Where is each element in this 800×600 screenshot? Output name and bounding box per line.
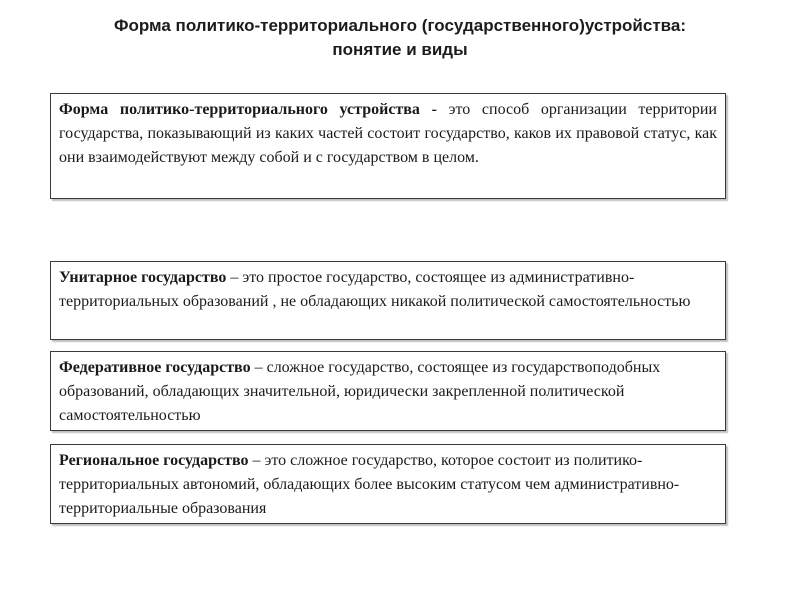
definition-term: Форма политико-территориального устройства -: [59, 101, 437, 118]
definition-box: [50, 93, 726, 199]
slide-title: [40, 14, 760, 62]
slide-title-line-1: Форма политико-территориального (государственного)устройства:: [113, 16, 687, 35]
regional-state-term: Региональное государство: [59, 452, 249, 469]
federal-state-text: – сложное государство, состоящее из государствоподобных образований, обладающих значительной, юридически закрепленной политической самостоятельностью: [59, 359, 661, 424]
definition-text: это способ организации территории государства, показывающий из каких частей состоит государство, каков их правовой статус, как они взаимодействуют между собой и с государством в целом.: [59, 101, 717, 166]
unitary-state-term: Унитарное государство: [59, 269, 227, 286]
unitary-state-text: – это простое государство, состоящее из административно-территориальных образований , не обладающих никакой политической самостоятельностью: [59, 269, 691, 310]
slide-title-line-2: понятие и виды: [332, 40, 468, 59]
federal-state-term: Федеративное государство: [59, 359, 251, 376]
unitary-state-box: [50, 261, 726, 340]
federal-state-box: [50, 351, 726, 431]
regional-state-text: – это сложное государство, которое состоит из политико-территориальных автономий, обладающих более высоким статусом чем административно-территориальные образования: [59, 452, 680, 517]
regional-state-box: [50, 444, 726, 524]
